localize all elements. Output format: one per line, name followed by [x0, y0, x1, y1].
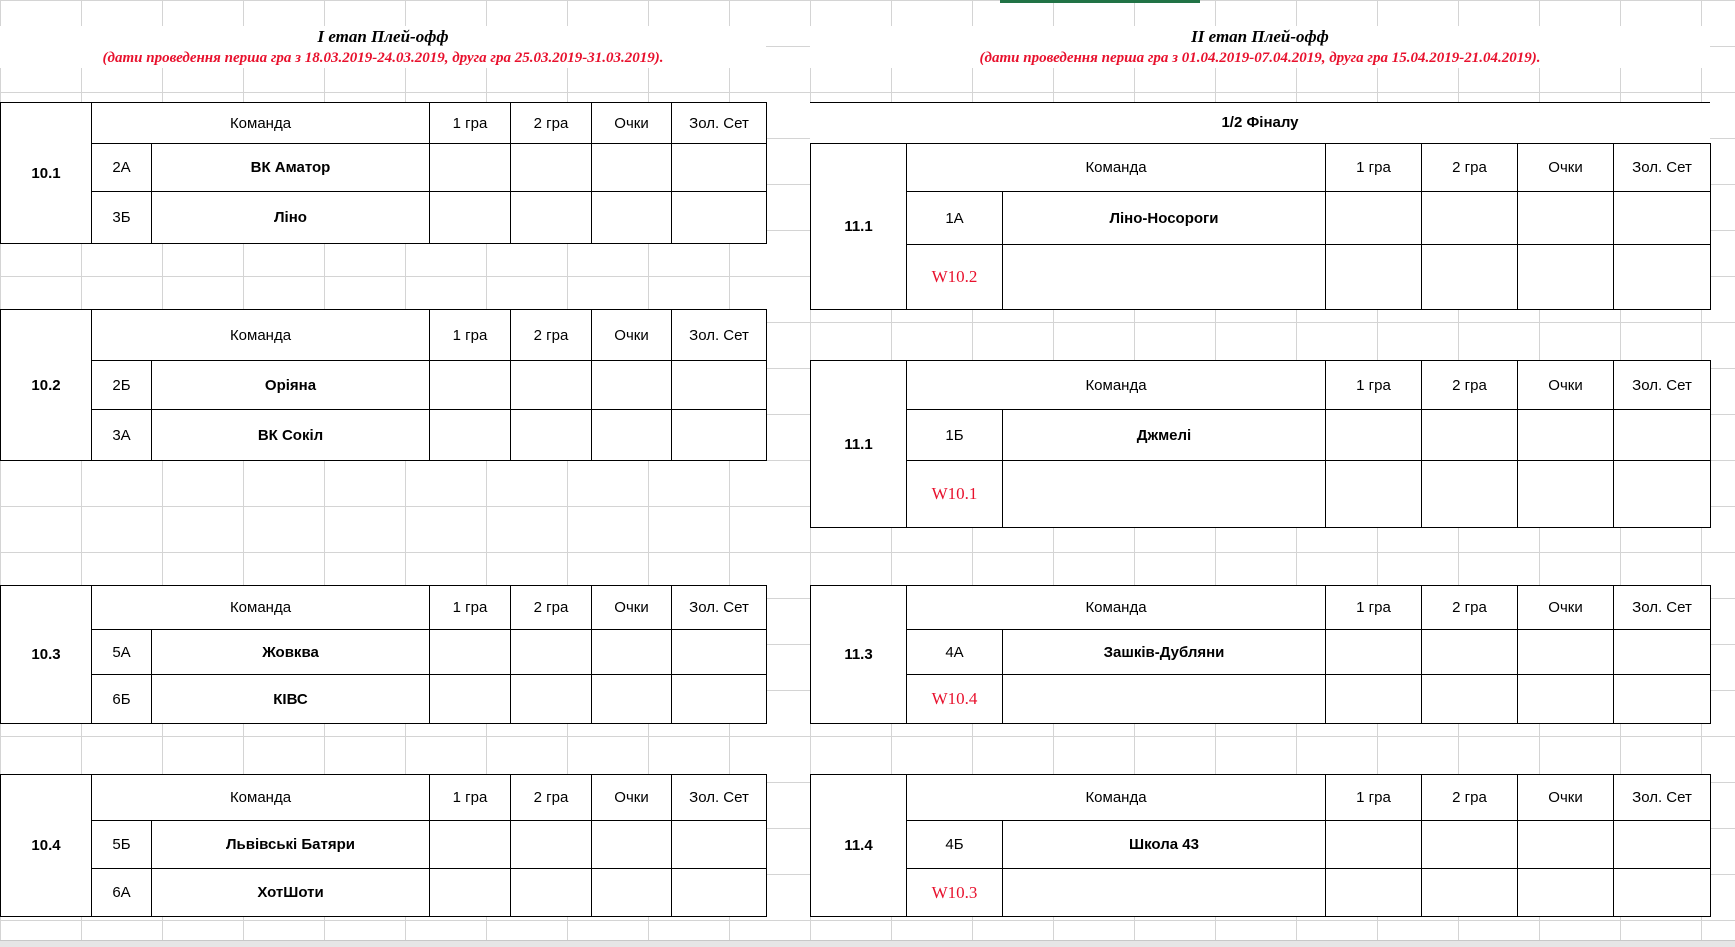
score-cell-game2[interactable]	[511, 675, 592, 724]
score-cell-game2[interactable]	[511, 410, 592, 461]
score-cell-game2[interactable]	[511, 144, 592, 192]
team-cell[interactable]: ВК Сокіл	[152, 410, 430, 461]
score-cell-game2[interactable]	[1422, 821, 1518, 869]
score-cell-game2[interactable]	[1422, 869, 1518, 917]
winner-seed-cell[interactable]: W10.2	[907, 245, 1003, 310]
col-game2-header: 2 гра	[1422, 775, 1518, 821]
score-cell-game2[interactable]	[1422, 675, 1518, 724]
team-cell[interactable]	[1003, 869, 1326, 917]
semifinal-label: 1/2 Фіналу	[810, 102, 1710, 143]
score-cell-game1[interactable]	[1326, 461, 1422, 528]
golden-set-cell[interactable]	[1614, 869, 1711, 917]
score-cell-game2[interactable]	[511, 361, 592, 410]
team-cell[interactable]: Ліно	[152, 192, 430, 244]
match-table-11-3	[810, 585, 1711, 724]
team-cell[interactable]	[1003, 461, 1326, 528]
seed-cell[interactable]: 2А	[92, 144, 152, 192]
score-cell-game1[interactable]	[430, 821, 511, 869]
col-points-header: Очки	[592, 775, 672, 821]
score-cell-game2[interactable]	[1422, 192, 1518, 245]
col-golden-set-header: Зол. Сет	[672, 586, 767, 630]
team-cell[interactable]: Ліно-Носороги	[1003, 192, 1326, 245]
score-cell-game1[interactable]	[1326, 245, 1422, 310]
match-table-11-1b	[810, 360, 1711, 528]
score-cell-game2[interactable]	[1422, 245, 1518, 310]
points-cell[interactable]	[1518, 821, 1614, 869]
stage2-title: II етап Плей-офф	[1191, 27, 1329, 46]
seed-cell[interactable]: 1А	[907, 192, 1003, 245]
golden-set-cell[interactable]	[1614, 821, 1711, 869]
points-cell[interactable]	[1518, 410, 1614, 461]
col-team-header: Команда	[92, 310, 430, 361]
match-id: 11.3	[811, 586, 907, 724]
seed-cell[interactable]: 4А	[907, 630, 1003, 675]
stage1-title: I етап Плей-офф	[317, 27, 449, 46]
col-points-header: Очки	[592, 586, 672, 630]
score-cell-game1[interactable]	[430, 144, 511, 192]
col-game1-header: 1 гра	[430, 586, 511, 630]
col-points-header: Очки	[1518, 586, 1614, 630]
col-golden-set-header: Зол. Сет	[672, 775, 767, 821]
col-game2-header: 2 гра	[511, 775, 592, 821]
col-game1-header: 1 гра	[430, 775, 511, 821]
team-cell[interactable]: Джмелі	[1003, 410, 1326, 461]
golden-set-cell[interactable]	[672, 192, 767, 244]
points-cell[interactable]	[1518, 461, 1614, 528]
golden-set-cell[interactable]	[672, 869, 767, 917]
score-cell-game1[interactable]	[1326, 821, 1422, 869]
score-cell-game1[interactable]	[430, 675, 511, 724]
score-cell-game1[interactable]	[430, 410, 511, 461]
team-cell[interactable]: КІВС	[152, 675, 430, 724]
seed-cell[interactable]: 6А	[92, 869, 152, 917]
points-cell[interactable]	[1518, 869, 1614, 917]
team-cell[interactable]	[1003, 675, 1326, 724]
team-cell[interactable]: ВК Аматор	[152, 144, 430, 192]
match-table-11-4	[810, 774, 1711, 917]
match-table-10-1	[0, 102, 767, 244]
col-points-header: Очки	[1518, 775, 1614, 821]
team-cell[interactable]: Жовква	[152, 630, 430, 675]
col-team-header: Команда	[907, 144, 1326, 192]
seed-cell[interactable]: 2Б	[92, 361, 152, 410]
golden-set-cell[interactable]	[672, 630, 767, 675]
match-id: 10.2	[1, 310, 92, 461]
golden-set-cell[interactable]	[672, 361, 767, 410]
col-points-header: Очки	[592, 310, 672, 361]
col-game2-header: 2 гра	[511, 586, 592, 630]
score-cell-game1[interactable]	[430, 869, 511, 917]
match-id: 10.3	[1, 586, 92, 724]
match-id: 11.4	[811, 775, 907, 917]
match-table-11-1a	[810, 143, 1711, 310]
golden-set-cell[interactable]	[1614, 410, 1711, 461]
points-cell[interactable]	[592, 410, 672, 461]
col-team-header: Команда	[907, 775, 1326, 821]
col-game2-header: 2 гра	[511, 310, 592, 361]
points-cell[interactable]	[592, 675, 672, 724]
seed-cell[interactable]: 1Б	[907, 410, 1003, 461]
match-table-10-3	[0, 585, 767, 724]
points-cell[interactable]	[592, 361, 672, 410]
score-cell-game1[interactable]	[430, 630, 511, 675]
golden-set-cell[interactable]	[672, 144, 767, 192]
match-table-10-4	[0, 774, 767, 917]
points-cell[interactable]	[1518, 192, 1614, 245]
team-cell[interactable]: Оріяна	[152, 361, 430, 410]
col-golden-set-header: Зол. Сет	[1614, 775, 1711, 821]
col-game1-header: 1 гра	[430, 103, 511, 144]
golden-set-cell[interactable]	[1614, 192, 1711, 245]
team-cell[interactable]: Школа 43	[1003, 821, 1326, 869]
winner-seed-cell[interactable]: W10.4	[907, 675, 1003, 724]
score-cell-game1[interactable]	[430, 361, 511, 410]
col-team-header: Команда	[92, 775, 430, 821]
score-cell-game1[interactable]	[1326, 675, 1422, 724]
golden-set-cell[interactable]	[672, 821, 767, 869]
golden-set-cell[interactable]	[672, 410, 767, 461]
score-cell-game2[interactable]	[1422, 630, 1518, 675]
score-cell-game1[interactable]	[1326, 192, 1422, 245]
points-cell[interactable]	[592, 192, 672, 244]
stage1-header	[0, 26, 766, 68]
team-cell[interactable]: ХотШоти	[152, 869, 430, 917]
stage2-header	[810, 26, 1710, 68]
col-game1-header: 1 гра	[1326, 144, 1422, 192]
col-golden-set-header: Зол. Сет	[672, 103, 767, 144]
score-cell-game2[interactable]	[511, 821, 592, 869]
points-cell[interactable]	[592, 869, 672, 917]
col-team-header: Команда	[907, 586, 1326, 630]
score-cell-game1[interactable]	[430, 192, 511, 244]
golden-set-cell[interactable]	[672, 675, 767, 724]
col-team-header: Команда	[92, 586, 430, 630]
points-cell[interactable]	[592, 821, 672, 869]
score-cell-game2[interactable]	[511, 630, 592, 675]
match-id: 11.1	[811, 144, 907, 310]
points-cell[interactable]	[1518, 245, 1614, 310]
points-cell[interactable]	[1518, 675, 1614, 724]
team-cell[interactable]: Львівські Батяри	[152, 821, 430, 869]
col-points-header: Очки	[1518, 144, 1614, 192]
match-id: 10.4	[1, 775, 92, 917]
col-game2-header: 2 гра	[511, 103, 592, 144]
col-game1-header: 1 гра	[1326, 586, 1422, 630]
col-game1-header: 1 гра	[1326, 775, 1422, 821]
seed-cell[interactable]: 6Б	[92, 675, 152, 724]
col-game2-header: 2 гра	[1422, 144, 1518, 192]
match-id: 10.1	[1, 103, 92, 244]
col-golden-set-header: Зол. Сет	[672, 310, 767, 361]
col-points-header: Очки	[1518, 361, 1614, 410]
team-cell[interactable]: Зашків-Дубляни	[1003, 630, 1326, 675]
score-cell-game1[interactable]	[1326, 410, 1422, 461]
match-id: 11.1	[811, 361, 907, 528]
seed-cell[interactable]: 3А	[92, 410, 152, 461]
golden-set-cell[interactable]	[1614, 630, 1711, 675]
points-cell[interactable]	[1518, 630, 1614, 675]
seed-cell[interactable]: 5Б	[92, 821, 152, 869]
col-points-header: Очки	[592, 103, 672, 144]
winner-seed-cell[interactable]: W10.1	[907, 461, 1003, 528]
col-game2-header: 2 гра	[1422, 361, 1518, 410]
seed-cell[interactable]: 3Б	[92, 192, 152, 244]
golden-set-cell[interactable]	[1614, 461, 1711, 528]
col-game2-header: 2 гра	[1422, 586, 1518, 630]
match-table-10-2	[0, 309, 767, 461]
score-cell-game2[interactable]	[511, 869, 592, 917]
col-golden-set-header: Зол. Сет	[1614, 586, 1711, 630]
seed-cell[interactable]: 4Б	[907, 821, 1003, 869]
stage2-dates: (дати проведення перша гра з 01.04.2019-07.04.2019, друга гра 15.04.2019-21.04.2019).	[979, 50, 1541, 66]
winner-seed-cell[interactable]: W10.3	[907, 869, 1003, 917]
score-cell-game1[interactable]	[1326, 869, 1422, 917]
stage1-dates: (дати проведення перша гра з 18.03.2019-24.03.2019, друга гра 25.03.2019-31.03.2019).	[102, 50, 664, 66]
col-team-header: Команда	[92, 103, 430, 144]
score-cell-game2[interactable]	[1422, 410, 1518, 461]
score-cell-game2[interactable]	[511, 192, 592, 244]
points-cell[interactable]	[592, 630, 672, 675]
seed-cell[interactable]: 5А	[92, 630, 152, 675]
selected-tab-indicator	[1000, 0, 1200, 3]
col-golden-set-header: Зол. Сет	[1614, 361, 1711, 410]
points-cell[interactable]	[592, 144, 672, 192]
col-game1-header: 1 гра	[1326, 361, 1422, 410]
score-cell-game1[interactable]	[1326, 630, 1422, 675]
col-game1-header: 1 гра	[430, 310, 511, 361]
golden-set-cell[interactable]	[1614, 675, 1711, 724]
score-cell-game2[interactable]	[1422, 461, 1518, 528]
col-team-header: Команда	[907, 361, 1326, 410]
col-golden-set-header: Зол. Сет	[1614, 144, 1711, 192]
team-cell[interactable]	[1003, 245, 1326, 310]
golden-set-cell[interactable]	[1614, 245, 1711, 310]
